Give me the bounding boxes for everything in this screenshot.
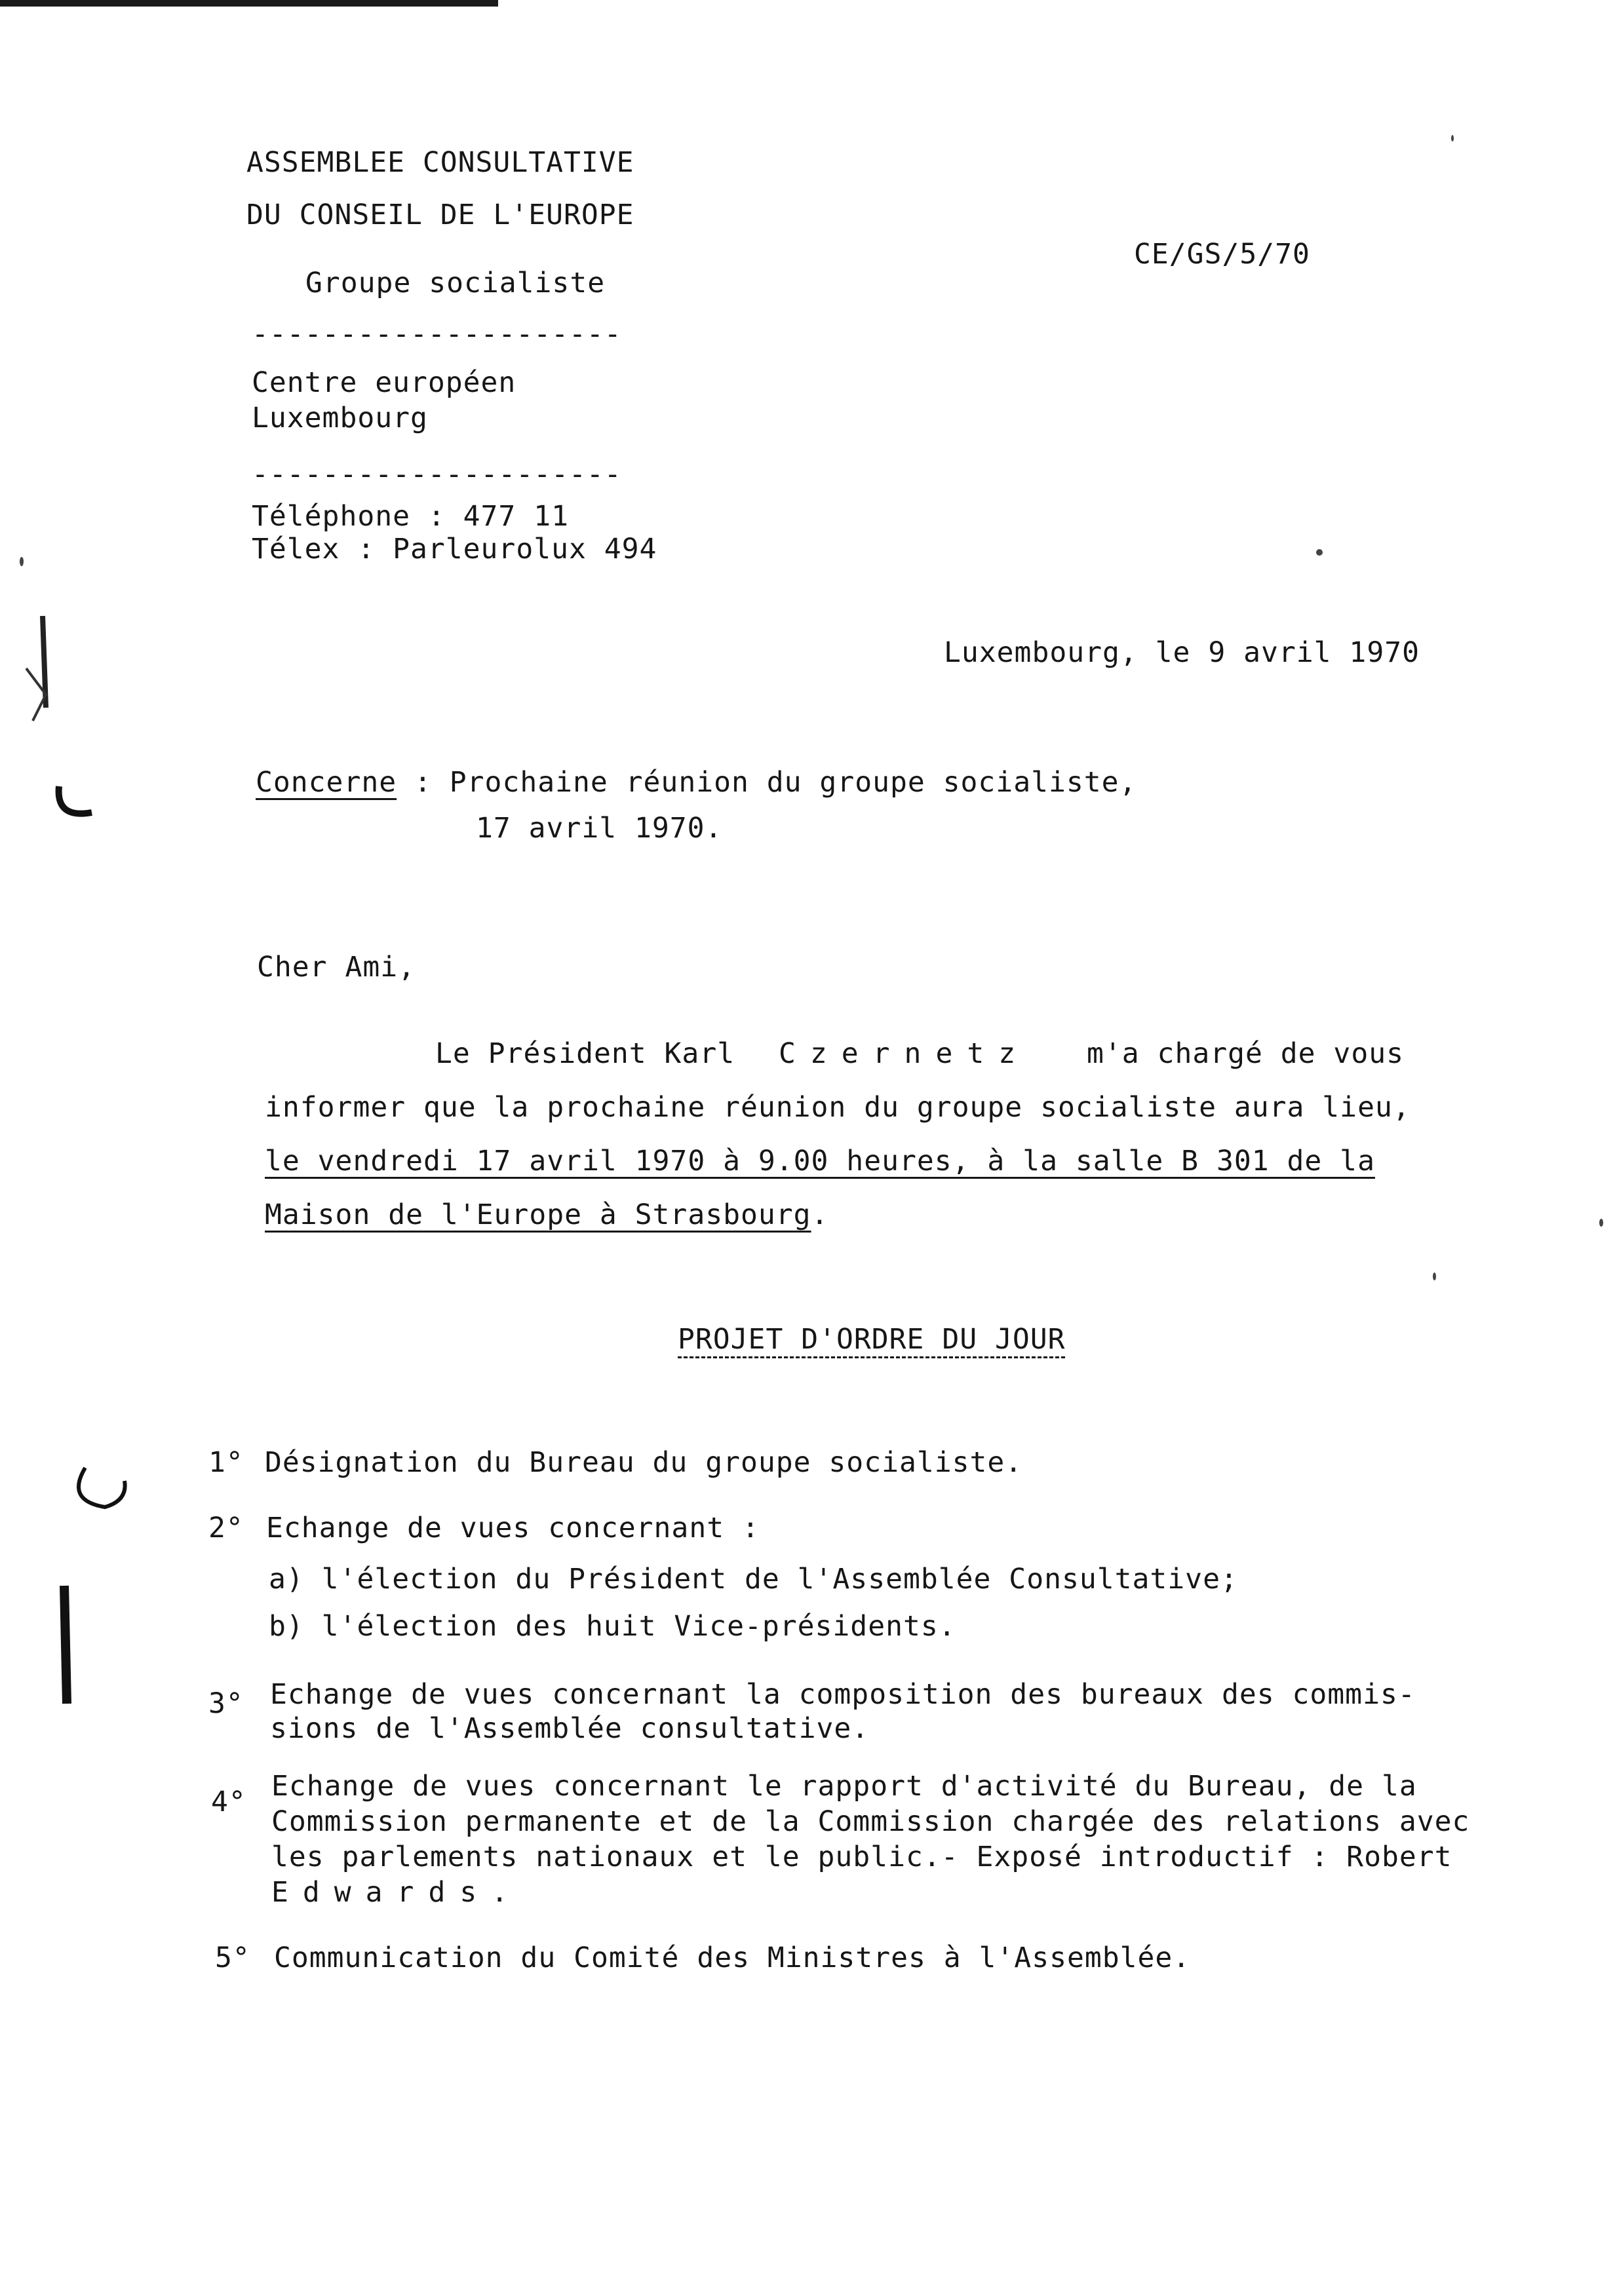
subject-text-line1: : Prochaine réunion du groupe socialiste, [414,766,1137,799]
agenda-item-5-number: 5° [215,1942,250,1974]
agenda-item-1-text: Désignation du Bureau du groupe socialiste. [265,1446,1023,1479]
agenda-item-4-number: 4° [211,1786,246,1818]
date-line: Luxembourg, le 9 avril 1970 [944,636,1420,669]
agenda-item-1-number: 1° [208,1446,244,1479]
body-para-line2: informer que la prochaine réunion du groupe socialiste aura lieu, [265,1091,1411,1124]
president-name: Czernetz [779,1037,1030,1070]
scan-edge-bar [0,0,498,7]
org-name-line2: DU CONSEIL DE L'EUROPE [246,199,634,231]
agenda-item-5-text: Communication du Comité des Ministres à l'Assemblée. [274,1942,1191,1974]
separator-2: --------------------- [252,458,622,491]
reference-number: CE/GS/5/70 [1134,238,1310,271]
dot-artifact [1316,549,1323,556]
dot-artifact [1451,135,1454,142]
address-line1: Centre européen [252,366,516,399]
separator-1: --------------------- [252,318,622,351]
agenda-item-2b: b) l'élection des huit Vice-présidents. [269,1610,956,1643]
dot-artifact [1433,1272,1436,1280]
subject-text-line2: 17 avril 1970. [476,812,723,845]
agenda-item-2-text: Echange de vues concernant : [266,1512,760,1544]
agenda-item-4-line1: Echange de vues concernant le rapport d'activité du Bureau, de la [271,1770,1417,1803]
body-para-line4 [265,1198,828,1232]
body-text: Le Président Karl [435,1037,735,1070]
body-para-line1 [435,1037,1404,1071]
agenda-title: PROJET D'ORDRE DU JOUR [678,1323,1066,1356]
margin-marks [7,590,138,917]
telex-line: Télex : Parleurolux 494 [252,533,657,565]
body-text: m'a chargé de vous [1087,1037,1404,1070]
body-para-line3: le vendredi 17 avril 1970 à 9.00 heures, à la salle B 301 de la [265,1145,1375,1177]
subject-line [256,765,1137,799]
subject-label: Concerne [256,766,397,799]
dot-artifact [20,557,24,566]
agenda-item-3-line2: sions de l'Assemblée consultative. [270,1712,870,1745]
agenda-item-2a: a) l'élection du Président de l'Assemblée Consultative; [269,1563,1238,1596]
phone-line: Téléphone : 477 11 [252,500,569,533]
group-name: Groupe socialiste [305,267,606,299]
org-name-line1: ASSEMBLEE CONSULTATIVE [246,146,634,179]
agenda-item-4-line2: Commission permanente et de la Commission chargée des relations avec [271,1805,1470,1838]
meeting-location: Maison de l'Europe à Strasbourg [265,1198,811,1231]
agenda-item-3-number: 3° [208,1687,244,1720]
period: . [811,1198,829,1231]
punch-mark [66,1455,144,1533]
address-line2: Luxembourg [252,402,428,434]
margin-bar [46,1573,85,1730]
agenda-item-4-speaker: Edwards. [271,1876,523,1909]
agenda-item-3-line1: Echange de vues concernant la composition des bureaux des commis- [270,1678,1416,1711]
salutation: Cher Ami, [257,951,416,984]
agenda-item-4-line3: les parlements nationaux et le public.- Exposé introductif : Robert [271,1841,1452,1873]
dot-artifact [1599,1219,1603,1227]
agenda-item-2-number: 2° [208,1512,244,1544]
